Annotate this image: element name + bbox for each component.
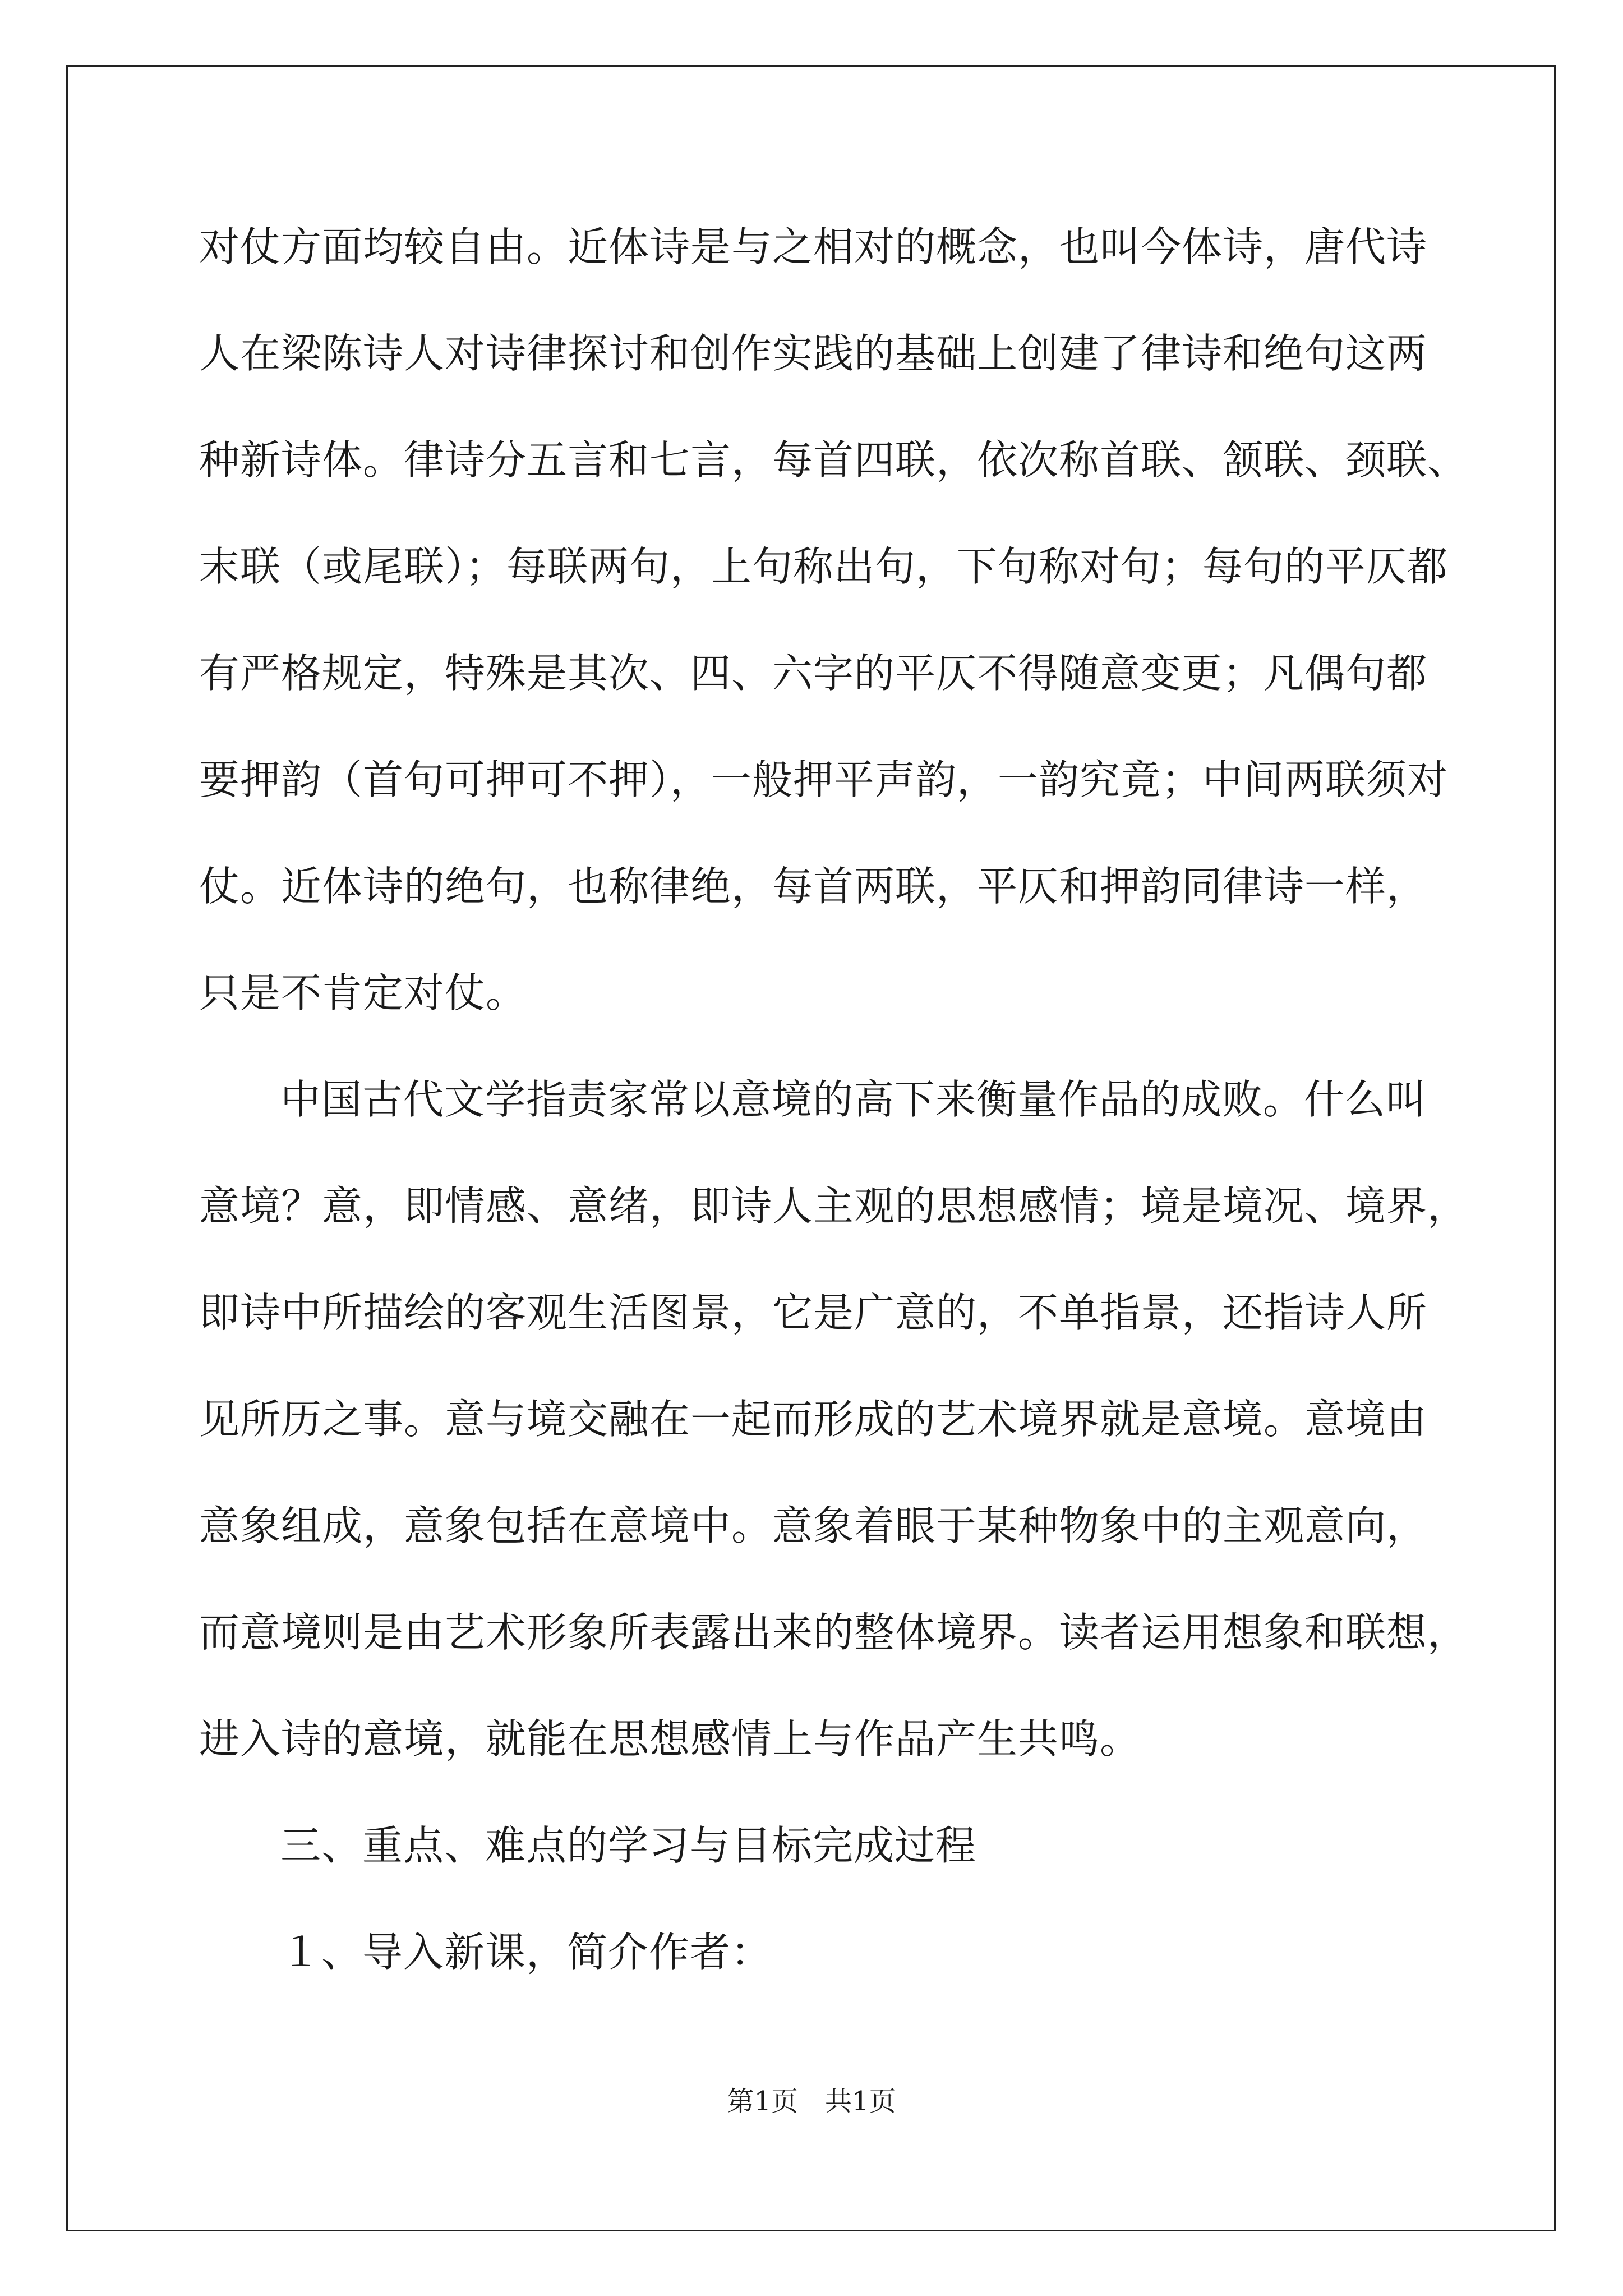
paragraph-line: 末联（或尾联）；每联两句，上句称出句，下句称对句；每句的平仄都: [199, 543, 1449, 590]
paragraph-line: 意境？意，即情感、意绪，即诗人主观的思想感情；境是境况、境界，: [199, 1182, 1469, 1230]
step-heading: １、导入新课，简介作者：: [280, 1929, 772, 1976]
paragraph-line: 要押韵（首句可押可不押），一般押平声韵，一韵究竟；中间两联须对: [199, 756, 1449, 803]
paragraph-line: 见所历之事。意与境交融在一起而形成的艺术境界就是意境。意境由: [199, 1396, 1428, 1443]
paragraph-line: 中国古代文学指责家常以意境的高下来衡量作品的成败。什么叫: [280, 1076, 1427, 1123]
paragraph-line: 即诗中所描绘的客观生活图景，它是广意的，不单指景，还指诗人所: [199, 1289, 1428, 1336]
paragraph-line: 意象组成，意象包括在意境中。意象着眼于某种物象中的主观意向，: [199, 1502, 1428, 1549]
paragraph-line: 仗。近体诗的绝句，也称律绝，每首两联，平仄和押韵同律诗一样，: [199, 863, 1428, 910]
paragraph-line: 人在梁陈诗人对诗律探讨和创作实践的基础上创建了律诗和绝句这两: [199, 330, 1428, 377]
paragraph-line: 进入诗的意境，就能在思想感情上与作品产生共鸣。: [199, 1715, 1141, 1763]
paragraph-line: 对仗方面均较自由。近体诗是与之相对的概念，也叫今体诗，唐代诗: [199, 223, 1428, 270]
page-border: [66, 65, 1556, 2231]
paragraph-line: 只是不肯定对仗。: [199, 969, 527, 1016]
section-heading: 三、重点、难点的学习与目标完成过程: [280, 1822, 977, 1869]
page-footer: 第1页 共1页: [727, 2086, 896, 2117]
paragraph-line: 有严格规定，特殊是其次、四、六字的平仄不得随意变更；凡偶句都: [199, 650, 1428, 697]
paragraph-line: 种新诗体。律诗分五言和七言，每首四联，依次称首联、颔联、颈联、: [199, 436, 1469, 484]
paragraph-line: 而意境则是由艺术形象所表露出来的整体境界。读者运用想象和联想，: [199, 1609, 1469, 1656]
